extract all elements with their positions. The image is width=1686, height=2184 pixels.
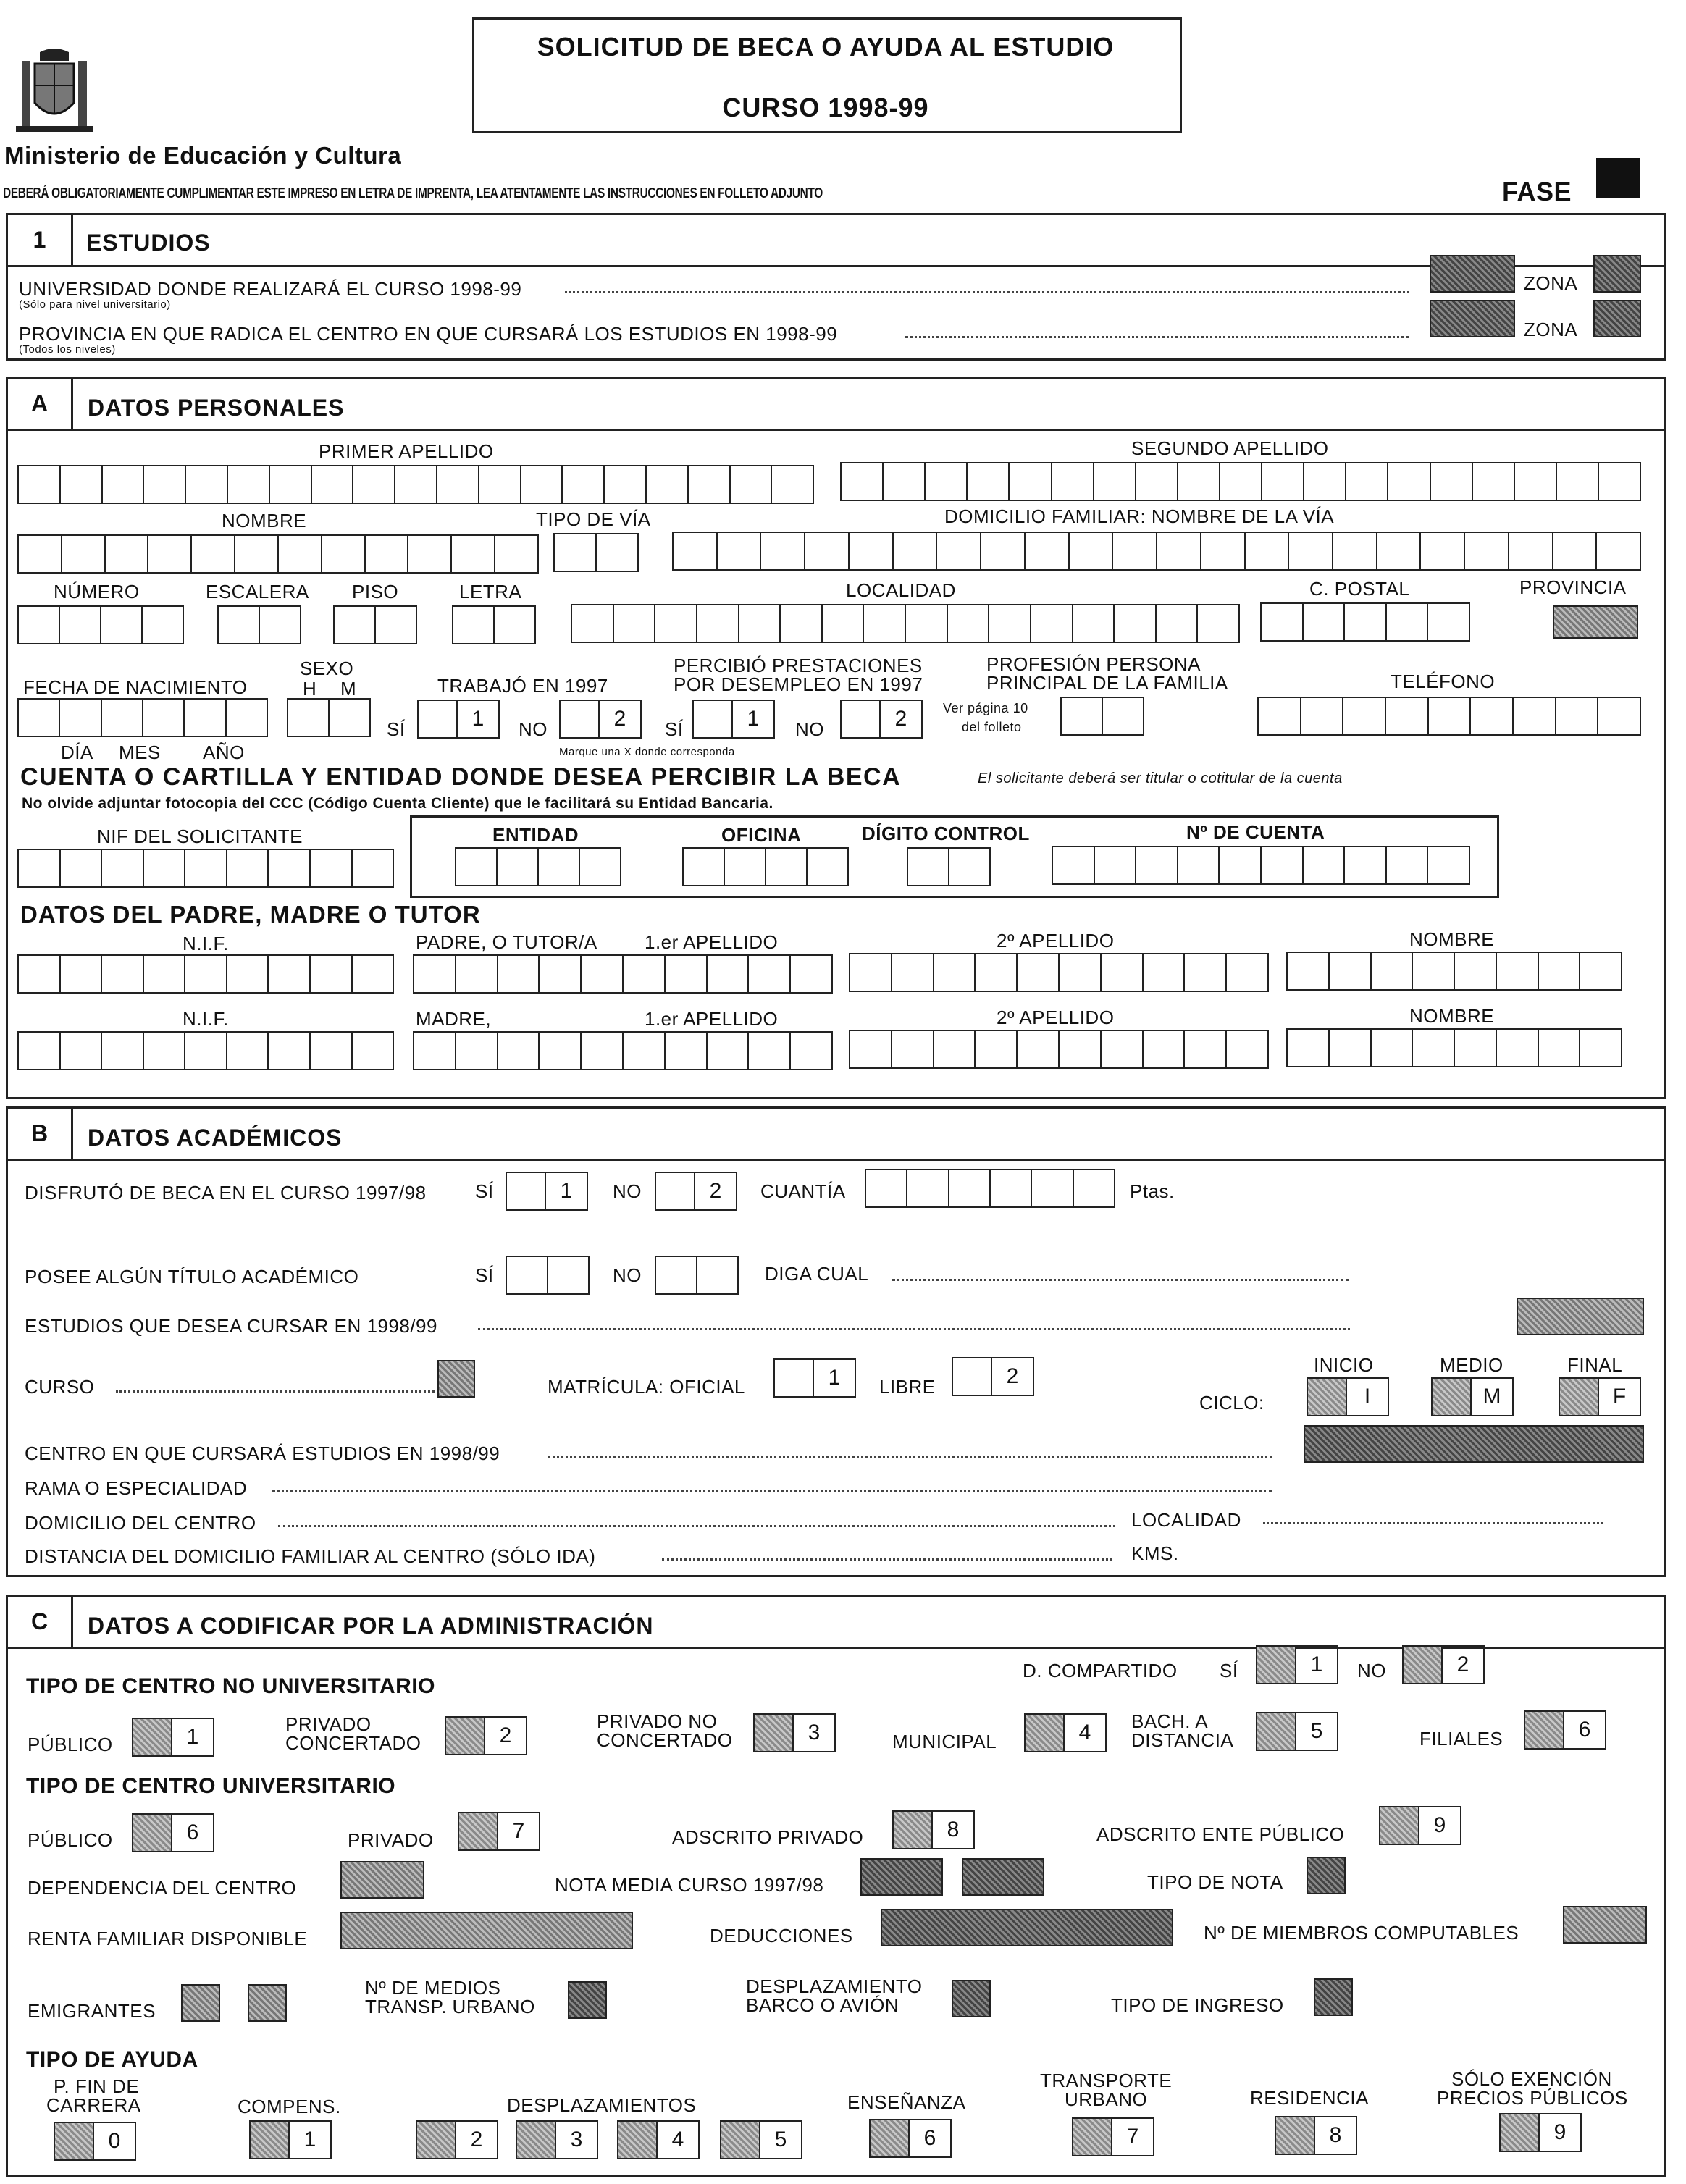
telefono-input[interactable] bbox=[1257, 697, 1641, 736]
section-header-line bbox=[73, 265, 1665, 267]
dependencia-label: DEPENDENCIA DEL CENTRO bbox=[28, 1877, 297, 1899]
universidad-code-field[interactable] bbox=[1430, 255, 1515, 293]
padre-ap2-input[interactable] bbox=[849, 953, 1269, 992]
medios-label-2: TRANSP. URBANO bbox=[365, 1996, 535, 2017]
rama-label: RAMA O ESPECIALIDAD bbox=[25, 1477, 248, 1499]
provincia-dots bbox=[905, 336, 1409, 338]
posee-no-input[interactable] bbox=[655, 1256, 739, 1295]
coat-of-arms-icon bbox=[7, 45, 101, 139]
section-number: B bbox=[8, 1109, 73, 1161]
tipo-nota-label: TIPO DE NOTA bbox=[1147, 1871, 1283, 1893]
ayuda-desplaz-3-checkbox[interactable]: 3 bbox=[516, 2120, 598, 2159]
percibio-no-label: NO bbox=[795, 718, 824, 740]
zona-label-2: ZONA bbox=[1524, 319, 1578, 340]
tipo-ayuda-title: TIPO DE AYUDA bbox=[26, 2048, 198, 2072]
fecha-nac-label: FECHA DE NACIMIENTO bbox=[23, 676, 248, 698]
localidad-centro-label: LOCALIDAD bbox=[1131, 1509, 1241, 1531]
curso-dots bbox=[116, 1390, 435, 1393]
zona-field-2[interactable] bbox=[1593, 300, 1641, 337]
u-publico-label: PÚBLICO bbox=[28, 1829, 113, 1851]
section-number: A bbox=[8, 379, 73, 431]
desplaz-label-1: DESPLAZAMIENTO bbox=[746, 1975, 923, 1997]
domicilio-label: DOMICILIO FAMILIAR: NOMBRE DE LA VÍA bbox=[944, 505, 1335, 527]
ayuda-exencion-checkbox[interactable]: 9 bbox=[1499, 2113, 1582, 2152]
u-adscrito-pub-checkbox[interactable]: 9 bbox=[1379, 1806, 1461, 1845]
ayuda-compens-checkbox[interactable]: 1 bbox=[249, 2120, 332, 2159]
d-compartido-no-label: NO bbox=[1357, 1660, 1386, 1681]
ano-label: AÑO bbox=[203, 742, 245, 763]
trabajo-label: TRABAJÓ EN 1997 bbox=[437, 675, 608, 697]
ciclo-final-checkbox[interactable]: F bbox=[1559, 1377, 1641, 1416]
provincia-personal-label: PROVINCIA bbox=[1519, 576, 1627, 598]
renta-label: RENTA FAMILIAR DISPONIBLE bbox=[28, 1928, 308, 1949]
section-header-line bbox=[73, 429, 1665, 431]
entidad-label: ENTIDAD bbox=[492, 824, 579, 846]
nif-solicitante-label: NIF DEL SOLICITANTE bbox=[97, 826, 303, 847]
transporte-label-2: URBANO bbox=[1065, 2088, 1148, 2110]
cuantia-input[interactable] bbox=[865, 1169, 1115, 1208]
segundo-apellido-label: SEGUNDO APELLIDO bbox=[1131, 437, 1329, 459]
section-datos-academicos bbox=[6, 1106, 1666, 1577]
padre-ap1-label: 1.er APELLIDO bbox=[645, 931, 779, 953]
escalera-input[interactable] bbox=[217, 605, 301, 644]
padre-nombre-input[interactable] bbox=[1286, 952, 1622, 991]
centro-label: CENTRO EN QUE CURSARÁ ESTUDIOS EN 1998/99 bbox=[25, 1442, 500, 1464]
disfruto-label: DISFRUTÓ DE BECA EN EL CURSO 1997/98 bbox=[25, 1182, 427, 1204]
disfruto-si-checkbox[interactable]: 1 bbox=[506, 1172, 588, 1211]
section-title: DATOS A CODIFICAR POR LA ADMINISTRACIÓN bbox=[88, 1613, 654, 1639]
ciclo-inicio-checkbox[interactable]: I bbox=[1307, 1377, 1389, 1416]
nif-solicitante-input[interactable] bbox=[17, 849, 394, 888]
diga-label: DIGA CUAL bbox=[765, 1263, 869, 1285]
cpostal-label: C. POSTAL bbox=[1309, 578, 1410, 600]
telefono-label: TELÉFONO bbox=[1391, 671, 1496, 692]
posee-no-label: NO bbox=[613, 1264, 642, 1286]
madre-ap1-label: 1.er APELLIDO bbox=[645, 1008, 779, 1030]
ayuda-residencia-checkbox[interactable]: 8 bbox=[1275, 2116, 1357, 2155]
kms-label: KMS. bbox=[1131, 1542, 1179, 1564]
oficina-input[interactable] bbox=[682, 847, 849, 886]
sexo-h-label: H bbox=[303, 678, 317, 700]
final-label: FINAL bbox=[1567, 1354, 1623, 1376]
renta-field[interactable] bbox=[340, 1912, 633, 1949]
transporte-label-1: TRANSPORTE bbox=[1040, 2070, 1173, 2091]
curso-label: CURSO bbox=[25, 1376, 95, 1398]
ayuda-desplaz-2-checkbox[interactable]: 2 bbox=[416, 2120, 498, 2159]
nombre-label: NOMBRE bbox=[222, 510, 307, 532]
d-compartido-si-label: SÍ bbox=[1220, 1660, 1238, 1681]
universidad-note: (Sólo para nivel universitario) bbox=[19, 298, 171, 311]
padres-title: DATOS DEL PADRE, MADRE O TUTOR bbox=[20, 901, 481, 928]
nu-no-concertado-label-2: CONCERTADO bbox=[597, 1729, 733, 1751]
nu-no-concertado-checkbox[interactable]: 3 bbox=[753, 1713, 836, 1752]
zona-field[interactable] bbox=[1593, 255, 1641, 293]
u-privado-checkbox[interactable]: 7 bbox=[458, 1812, 540, 1851]
cuenta-title: CUENTA O CARTILLA Y ENTIDAD DONDE DESEA PERCIBIR LA BECA bbox=[20, 763, 902, 791]
oficina-label: OFICINA bbox=[721, 824, 802, 846]
u-adscrito-priv-checkbox[interactable]: 8 bbox=[892, 1810, 975, 1849]
medios-label-1: Nº DE MEDIOS bbox=[365, 1977, 501, 1999]
provincia-note: (Todos los niveles) bbox=[19, 343, 116, 356]
section-header-line bbox=[73, 1159, 1665, 1161]
nu-publico-label: PÚBLICO bbox=[28, 1734, 113, 1755]
desplaz-label-2: BARCO O AVIÓN bbox=[746, 1994, 899, 2016]
section-number: 1 bbox=[8, 215, 73, 267]
digito-label: DÍGITO CONTROL bbox=[862, 823, 1030, 844]
profesion-input[interactable] bbox=[1060, 697, 1144, 736]
universidad-dots bbox=[565, 291, 1409, 293]
nu-filiales-label: FILIALES bbox=[1419, 1728, 1503, 1750]
domicilio-centro-label: DOMICILIO DEL CENTRO bbox=[25, 1512, 256, 1534]
nu-bach-checkbox[interactable]: 5 bbox=[1256, 1712, 1338, 1751]
escalera-label: ESCALERA bbox=[206, 581, 309, 602]
posee-label: POSEE ALGÚN TÍTULO ACADÉMICO bbox=[25, 1266, 359, 1288]
ayuda-desplaz-4-checkbox[interactable]: 4 bbox=[617, 2120, 700, 2159]
segundo-apellido-input[interactable] bbox=[840, 462, 1641, 501]
trabajo-no-checkbox[interactable]: 2 bbox=[559, 700, 642, 739]
form-title: SOLICITUD DE BECA O AYUDA AL ESTUDIO bbox=[537, 32, 1115, 62]
padre-label: PADRE, O TUTOR/A bbox=[416, 931, 597, 953]
mes-label: MES bbox=[119, 742, 161, 763]
ptas-label: Ptas. bbox=[1130, 1180, 1175, 1202]
deducciones-field[interactable] bbox=[881, 1909, 1173, 1946]
piso-input[interactable] bbox=[333, 605, 417, 644]
domicilio-input[interactable] bbox=[672, 532, 1641, 571]
sexo-input[interactable] bbox=[287, 698, 371, 737]
matricula-oficial-checkbox[interactable]: 1 bbox=[773, 1358, 856, 1398]
ver-pagina-1: Ver página 10 bbox=[943, 701, 1028, 715]
dia-label: DÍA bbox=[61, 742, 93, 763]
sexo-m-label: M bbox=[340, 678, 357, 700]
d-compartido-no-checkbox[interactable]: 2 bbox=[1402, 1645, 1485, 1684]
emigrantes-field-2[interactable] bbox=[248, 1984, 287, 2022]
tipo-ingreso-field[interactable] bbox=[1314, 1978, 1353, 2016]
marque-note: Marque una X donde corresponda bbox=[559, 746, 735, 758]
pfin-label-1: P. FIN DE bbox=[54, 2075, 140, 2097]
profesion-label-2: PRINCIPAL DE LA FAMILIA bbox=[986, 672, 1228, 694]
pfin-label-2: CARRERA bbox=[46, 2094, 141, 2116]
d-compartido-si-checkbox[interactable]: 1 bbox=[1256, 1645, 1338, 1684]
nu-concertado-label-2: CONCERTADO bbox=[285, 1732, 422, 1754]
nu-bach-label-1: BACH. A bbox=[1131, 1710, 1209, 1732]
digito-input[interactable] bbox=[907, 847, 991, 886]
nombre-input[interactable] bbox=[17, 534, 539, 574]
madre-nif-label: N.I.F. bbox=[183, 1008, 229, 1030]
ayuda-desplaz-5-checkbox[interactable]: 5 bbox=[720, 2120, 802, 2159]
padre-ap2-label: 2º APELLIDO bbox=[997, 930, 1115, 952]
emigrantes-label: EMIGRANTES bbox=[28, 2000, 156, 2022]
madre-ap2-input[interactable] bbox=[849, 1030, 1269, 1069]
miembros-field[interactable] bbox=[1563, 1906, 1647, 1944]
letra-label: LETRA bbox=[459, 581, 522, 602]
nu-bach-label-2: DISTANCIA bbox=[1131, 1729, 1234, 1751]
medio-label: MEDIO bbox=[1440, 1354, 1503, 1376]
percibio-label-2: POR DESEMPLEO EN 1997 bbox=[674, 673, 923, 695]
madre-nif-input[interactable] bbox=[17, 1031, 394, 1070]
matricula-libre-checkbox[interactable]: 2 bbox=[952, 1357, 1034, 1396]
trabajo-si-checkbox[interactable]: 1 bbox=[417, 700, 500, 739]
posee-si-input[interactable] bbox=[506, 1256, 590, 1295]
letra-input[interactable] bbox=[452, 605, 536, 644]
ayuda-transporte-checkbox[interactable]: 7 bbox=[1072, 2117, 1154, 2156]
ncuenta-label: Nº DE CUENTA bbox=[1186, 821, 1325, 843]
section-number: C bbox=[8, 1597, 73, 1649]
form-course: CURSO 1998-99 bbox=[722, 93, 929, 122]
rama-dots bbox=[272, 1490, 1272, 1492]
tipo-ingreso-label: TIPO DE INGRESO bbox=[1111, 1994, 1284, 2016]
primer-apellido-input[interactable] bbox=[17, 465, 814, 504]
desplazamientos-label: DESPLAZAMIENTOS bbox=[507, 2094, 697, 2116]
percibio-si-checkbox[interactable]: 1 bbox=[692, 700, 775, 739]
cuantia-label: CUANTÍA bbox=[760, 1180, 846, 1202]
distancia-dots bbox=[662, 1558, 1112, 1561]
estudios-label: ESTUDIOS QUE DESEA CURSAR EN 1998/99 bbox=[25, 1315, 437, 1337]
estudios-dots bbox=[478, 1328, 1350, 1330]
miembros-label: Nº DE MIEMBROS COMPUTABLES bbox=[1204, 1922, 1519, 1944]
section-title: DATOS ACADÉMICOS bbox=[88, 1125, 343, 1151]
cpostal-input[interactable] bbox=[1260, 602, 1470, 642]
trabajo-si-label: SÍ bbox=[387, 718, 406, 740]
padre-nif-label: N.I.F. bbox=[183, 933, 229, 954]
nota-media-field-1[interactable] bbox=[860, 1858, 943, 1896]
localidad-centro-dots bbox=[1263, 1522, 1603, 1524]
padre-nombre-label: NOMBRE bbox=[1409, 928, 1495, 950]
centro-code-field[interactable] bbox=[1304, 1425, 1644, 1463]
percibio-si-label: SÍ bbox=[665, 718, 684, 740]
fase-box bbox=[1596, 158, 1640, 198]
localidad-label: LOCALIDAD bbox=[846, 579, 956, 601]
sexo-label: SEXO bbox=[300, 658, 354, 679]
emigrantes-field-1[interactable] bbox=[181, 1984, 220, 2022]
estudios-code-field[interactable] bbox=[1517, 1298, 1644, 1335]
fecha-nac-input[interactable] bbox=[17, 698, 268, 737]
posee-si-label: SÍ bbox=[475, 1264, 494, 1286]
madre-nombre-input[interactable] bbox=[1286, 1028, 1622, 1067]
u-adscrito-priv-label: ADSCRITO PRIVADO bbox=[672, 1826, 864, 1848]
ver-pagina-2: del folleto bbox=[962, 720, 1022, 734]
nu-concertado-checkbox[interactable]: 2 bbox=[445, 1716, 527, 1755]
ciclo-medio-checkbox[interactable]: M bbox=[1431, 1377, 1514, 1416]
nota-media-field-2[interactable] bbox=[962, 1858, 1044, 1896]
provincia-label: PROVINCIA EN QUE RADICA EL CENTRO EN QUE CURSARÁ LOS ESTUDIOS EN 1998-99 bbox=[19, 323, 838, 345]
nu-municipal-checkbox[interactable]: 4 bbox=[1024, 1713, 1107, 1752]
nota-media-label: NOTA MEDIA CURSO 1997/98 bbox=[555, 1874, 824, 1896]
curso-field[interactable] bbox=[437, 1360, 475, 1398]
distancia-label: DISTANCIA DEL DOMICILIO FAMILIAR AL CENTRO (SÓLO IDA) bbox=[25, 1545, 596, 1567]
piso-label: PISO bbox=[352, 581, 399, 602]
numero-label: NÚMERO bbox=[54, 581, 140, 602]
madre-label: MADRE, bbox=[416, 1008, 492, 1030]
dependencia-field[interactable] bbox=[340, 1861, 424, 1899]
localidad-input[interactable] bbox=[571, 604, 1240, 643]
disfruto-no-label: NO bbox=[613, 1180, 642, 1202]
nu-concertado-label-1: PRIVADO bbox=[285, 1713, 372, 1735]
disfruto-si-label: SÍ bbox=[475, 1180, 494, 1202]
ciclo-label: CICLO: bbox=[1199, 1392, 1264, 1414]
tipo-nota-field[interactable] bbox=[1307, 1857, 1346, 1894]
fase-label: FASE bbox=[1502, 177, 1572, 206]
ministry-name: Ministerio de Educación y Cultura bbox=[4, 142, 402, 169]
padre-nif-input[interactable] bbox=[17, 954, 394, 994]
compens-label: COMPENS. bbox=[238, 2096, 341, 2117]
section-title: ESTUDIOS bbox=[86, 230, 211, 256]
tipo-via-input[interactable] bbox=[553, 533, 639, 572]
inicio-label: INICIO bbox=[1314, 1354, 1374, 1376]
diga-dots bbox=[892, 1279, 1349, 1281]
residencia-label: RESIDENCIA bbox=[1250, 2087, 1369, 2109]
tipo-via-label: TIPO DE VÍA bbox=[536, 508, 651, 530]
ensenanza-label: ENSEÑANZA bbox=[847, 2091, 966, 2113]
instructions-line: DEBERÁ OBLIGATORIAMENTE CUMPLIMENTAR ESTE IMPRESO EN LETRA DE IMPRENTA, LEA ATENTAMENTE LAS INSTRUCCIONES EN FOLLETO ADJUNTO bbox=[3, 185, 823, 201]
u-publico-checkbox[interactable]: 6 bbox=[132, 1813, 214, 1852]
domicilio-centro-dots bbox=[278, 1525, 1115, 1527]
percibio-no-checkbox[interactable]: 2 bbox=[840, 700, 923, 739]
madre-ap1-input[interactable] bbox=[413, 1031, 833, 1070]
medios-field[interactable] bbox=[568, 1981, 607, 2019]
provincia-personal-field[interactable] bbox=[1553, 605, 1638, 639]
zona-label: ZONA bbox=[1524, 272, 1578, 294]
nu-filiales-checkbox[interactable]: 6 bbox=[1524, 1710, 1606, 1750]
ncuenta-input[interactable] bbox=[1052, 846, 1470, 885]
cuenta-warning: No olvide adjuntar fotocopia del CCC (Código Cuenta Cliente) que le facilitará su Entidad Bancaria. bbox=[22, 795, 773, 812]
numero-input[interactable] bbox=[17, 605, 184, 644]
provincia-code-field[interactable] bbox=[1430, 300, 1515, 337]
libre-label: LIBRE bbox=[879, 1376, 936, 1398]
disfruto-no-checkbox[interactable]: 2 bbox=[655, 1172, 737, 1211]
deducciones-label: DEDUCCIONES bbox=[710, 1925, 853, 1946]
matricula-label: MATRÍCULA: OFICIAL bbox=[548, 1376, 745, 1398]
section-title: DATOS PERSONALES bbox=[88, 395, 345, 421]
percibio-label-1: PERCIBIÓ PRESTACIONES bbox=[674, 655, 923, 676]
nu-publico-checkbox[interactable]: 1 bbox=[132, 1718, 214, 1757]
exencion-label-1: SÓLO EXENCIÓN bbox=[1451, 2068, 1612, 2090]
u-privado-label: PRIVADO bbox=[348, 1829, 434, 1851]
u-adscrito-pub-label: ADSCRITO ENTE PÚBLICO bbox=[1096, 1823, 1345, 1845]
ayuda-pfin-checkbox[interactable]: 0 bbox=[54, 2122, 136, 2161]
centro-dots bbox=[548, 1456, 1272, 1458]
nu-municipal-label: MUNICIPAL bbox=[892, 1731, 997, 1752]
cuenta-note: El solicitante deberá ser titular o cotitular de la cuenta bbox=[978, 770, 1343, 786]
entidad-input[interactable] bbox=[455, 847, 621, 886]
madre-nombre-label: NOMBRE bbox=[1409, 1005, 1495, 1027]
madre-ap2-label: 2º APELLIDO bbox=[997, 1007, 1115, 1028]
ayuda-ensenanza-checkbox[interactable]: 6 bbox=[869, 2119, 952, 2158]
no-univ-title: TIPO DE CENTRO NO UNIVERSITARIO bbox=[26, 1674, 435, 1698]
exencion-label-2: PRECIOS PÚBLICOS bbox=[1437, 2087, 1628, 2109]
primer-apellido-label: PRIMER APELLIDO bbox=[319, 440, 494, 462]
trabajo-no-label: NO bbox=[519, 718, 548, 740]
desplaz-field[interactable] bbox=[952, 1980, 991, 2017]
d-compartido-label: D. COMPARTIDO bbox=[1023, 1660, 1178, 1681]
nu-no-concertado-label-1: PRIVADO NO bbox=[597, 1710, 718, 1732]
padre-ap1-input[interactable] bbox=[413, 954, 833, 994]
profesion-label-1: PROFESIÓN PERSONA bbox=[986, 653, 1201, 675]
univ-title: TIPO DE CENTRO UNIVERSITARIO bbox=[26, 1774, 396, 1798]
universidad-label: UNIVERSIDAD DONDE REALIZARÁ EL CURSO 1998-99 bbox=[19, 278, 522, 300]
